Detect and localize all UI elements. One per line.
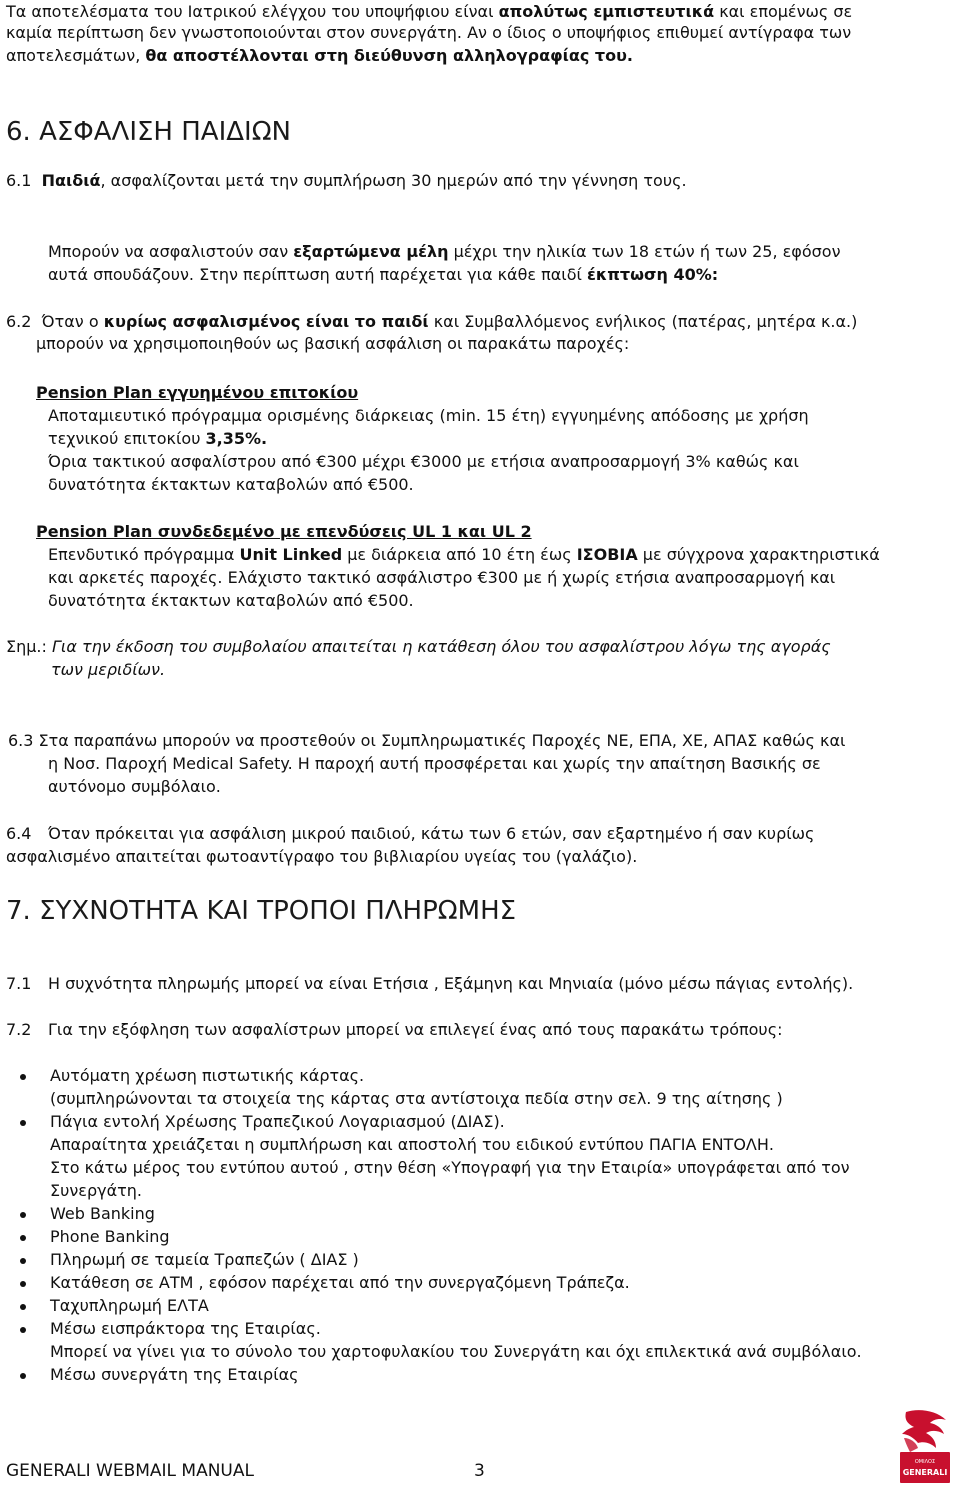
pension-plan-guaranteed-title: Pension Plan εγγυημένου επιτοκίου bbox=[36, 383, 359, 402]
section-6-3-line-2: η Νοσ. Παροχή Medical Safety. Η παροχή αυτή προσφέρεται και χωρίς την απαίτηση Βασικής σε bbox=[48, 754, 821, 773]
bullet-icon bbox=[20, 1235, 26, 1241]
bullet-icon bbox=[20, 1327, 26, 1333]
logo-sub-text: OMIΛOΣ bbox=[914, 1459, 936, 1465]
section-7-2-number: 7.2 bbox=[6, 1020, 32, 1039]
bullet-icon bbox=[20, 1281, 26, 1287]
section-6-4-line-2: ασφαλισμένο απαιτείται φωτοαντίγραφο του βιβλιαρίου υγείας του (γαλάζιο). bbox=[6, 847, 638, 866]
section-7-1-number: 7.1 bbox=[6, 974, 32, 993]
payment-method-standing-order: Πάγια εντολή Χρέωσης Τραπεζικού Λογαριασμού (ΔΙΑΣ). bbox=[50, 1112, 505, 1131]
section-6-2: 6.2 Όταν ο κυρίως ασφαλισμένος είναι το παιδί και Συμβαλλόμενος ενήλικος (πατέρας, μητέρα κ.α.) bbox=[6, 312, 858, 331]
section-6-3-line-3: αυτόνομο συμβόλαιο. bbox=[48, 777, 221, 796]
pension-plan-unit-linked-title: Pension Plan συνδεδεμένο με επενδύσεις UL 1 και UL 2 bbox=[36, 522, 532, 541]
note-line-2: των μεριδίων. bbox=[51, 660, 166, 679]
section-7-2-text: Για την εξόφληση των ασφαλίστρων μπορεί να επιλεγεί ένας από τους παρακάτω τρόπους: bbox=[48, 1020, 783, 1039]
logo-text: GENERALI bbox=[902, 1468, 948, 1477]
section-7-1-text: Η συχνότητα πληρωμής μπορεί να είναι Ετήσια , Εξάμηνη και Μηνιαία (μόνο μέσω πάγιας εντολής). bbox=[48, 974, 854, 993]
bullet-icon bbox=[20, 1120, 26, 1126]
pension-plan-unit-linked-line-2: και αρκετές παροχές. Ελάχιστο τακτικό ασφάλιστρο €300 με ή χωρίς ετήσια αναπροσαρμογή και bbox=[48, 568, 836, 587]
section-6-2-line-2: μπορούν να χρησιμοποιηθούν ως βασική ασφάλιση οι παρακάτω παροχές: bbox=[36, 334, 630, 353]
intro-line-2: καμία περίπτωση δεν γνωστοποιούνται στον συνεργάτη. Αν ο ίδιος ο υποψήφιος επιθυμεί αντίγραφα των bbox=[6, 23, 852, 42]
payment-method-web-banking: Web Banking bbox=[50, 1204, 155, 1223]
payment-method-phone-banking: Phone Banking bbox=[50, 1227, 170, 1246]
bullet-icon bbox=[20, 1373, 26, 1379]
payment-method-standing-order-note-1: Απαραίτητα χρειάζεται η συμπλήρωση και αποστολή του ειδικού εντύπου ΠΑΓΙΑ ΕΝΤΟΛΗ. bbox=[50, 1135, 774, 1154]
section-6-4-number: 6.4 bbox=[6, 824, 32, 843]
pension-plan-guaranteed-line-1: Αποταμιευτικό πρόγραμμα ορισμένης διάρκειας (min. 15 έτη) εγγυημένης απόδοσης με χρήση bbox=[48, 406, 809, 425]
section-6-heading: 6. ΑΣΦΑΛΙΣΗ ΠΑΙΔΙΩΝ bbox=[6, 117, 292, 147]
section-7-heading: 7. ΣΥΧΝΟΤΗΤΑ ΚΑΙ ΤΡΟΠΟΙ ΠΛΗΡΩΜΗΣ bbox=[6, 896, 517, 926]
generali-lion-logo bbox=[896, 1408, 954, 1484]
pension-plan-unit-linked-line-3: δυνατότητα έκτακτων καταβολών από €500. bbox=[48, 591, 414, 610]
pension-plan-guaranteed-line-4: δυνατότητα έκτακτων καταβολών από €500. bbox=[48, 475, 414, 494]
payment-method-standing-order-note-2: Στο κάτω μέρος του εντύπου αυτού , στην θέση «Υπογραφή για την Εταιρία» υπογράφεται από τον bbox=[50, 1158, 850, 1177]
section-6-1-para-2: αυτά σπουδάζουν. Στην περίπτωση αυτή παρέχεται για κάθε παιδί έκπτωση 40%: bbox=[48, 265, 719, 284]
pension-plan-guaranteed-line-2: τεχνικού επιτοκίου 3,35%. bbox=[48, 429, 268, 448]
section-6-3-line-1: 6.3 Στα παραπάνω μπορούν να προστεθούν οι Συμπληρωματικές Παροχές ΝΕ, ΕΠΑ, ΧΕ, ΑΠΑΣ καθώς και bbox=[8, 731, 846, 750]
payment-method-collector-note: Μπορεί να γίνει για το σύνολο του χαρτοφυλακίου του Συνεργάτη και όχι επιλεκτικά ανά συμβόλαιο. bbox=[50, 1342, 862, 1361]
payment-method-atm: Κατάθεση σε ΑΤΜ , εφόσον παρέχεται από την συνεργαζόμενη Τράπεζα. bbox=[50, 1273, 630, 1292]
bullet-icon bbox=[20, 1258, 26, 1264]
section-6-1-para-1: Μπορούν να ασφαλιστούν σαν εξαρτώμενα μέλη μέχρι την ηλικία των 18 ετών ή των 25, εφόσον bbox=[48, 242, 841, 261]
section-6-1: 6.1 Παιδιά, ασφαλίζονται μετά την συμπλήρωση 30 ημερών από την γέννηση τους. bbox=[6, 171, 687, 190]
payment-method-credit-card-note: (συμπληρώνονται τα στοιχεία της κάρτας στα αντίστοιχα πεδία στην σελ. 9 της αίτησης ) bbox=[50, 1089, 783, 1108]
bullet-icon bbox=[20, 1212, 26, 1218]
bullet-icon bbox=[20, 1304, 26, 1310]
pension-plan-unit-linked-line-1: Επενδυτικό πρόγραμμα Unit Linked με διάρκεια από 10 έτη έως ΙΣΟΒΙΑ με σύγχρονα χαρακτηριστικά bbox=[48, 545, 880, 564]
footer-title: GENERALI WEBMAIL MANUAL bbox=[6, 1461, 254, 1481]
payment-method-collector: Μέσω εισπράκτορα της Εταιρίας. bbox=[50, 1319, 321, 1338]
payment-method-bank-counter: Πληρωμή σε ταμεία Τραπεζών ( ΔΙΑΣ ) bbox=[50, 1250, 359, 1269]
pension-plan-guaranteed-line-3: Όρια τακτικού ασφαλίστρου από €300 μέχρι €3000 με ετήσια αναπροσαρμογή 3% καθώς και bbox=[48, 452, 799, 471]
payment-method-credit-card: Αυτόματη χρέωση πιστωτικής κάρτας. bbox=[50, 1066, 365, 1085]
payment-method-elta: Ταχυπληρωμή ΕΛΤΑ bbox=[50, 1296, 209, 1315]
payment-method-standing-order-note-3: Συνεργάτη. bbox=[50, 1181, 142, 1200]
intro-line-3: αποτελεσμάτων, θα αποστέλλονται στη διεύθυνση αλληλογραφίας του. bbox=[6, 46, 633, 65]
section-6-4-line-1: Όταν πρόκειται για ασφάλιση μικρού παιδιού, κάτω των 6 ετών, σαν εξαρτημένο ή σαν κυρίως bbox=[48, 824, 815, 843]
intro-line-1: Τα αποτελέσματα του Ιατρικού ελέγχου του υποψήφιου είναι απολύτως εμπιστευτικά και επομένως σε bbox=[6, 2, 853, 21]
bullet-icon bbox=[20, 1074, 26, 1080]
page-number: 3 bbox=[474, 1461, 485, 1481]
payment-method-agent: Μέσω συνεργάτη της Εταιρίας bbox=[50, 1365, 299, 1384]
note-line-1: Σημ.: Για την έκδοση του συμβολαίου απαιτείται η κατάθεση όλου του ασφαλίστρου λόγω της αγοράς bbox=[6, 637, 831, 656]
